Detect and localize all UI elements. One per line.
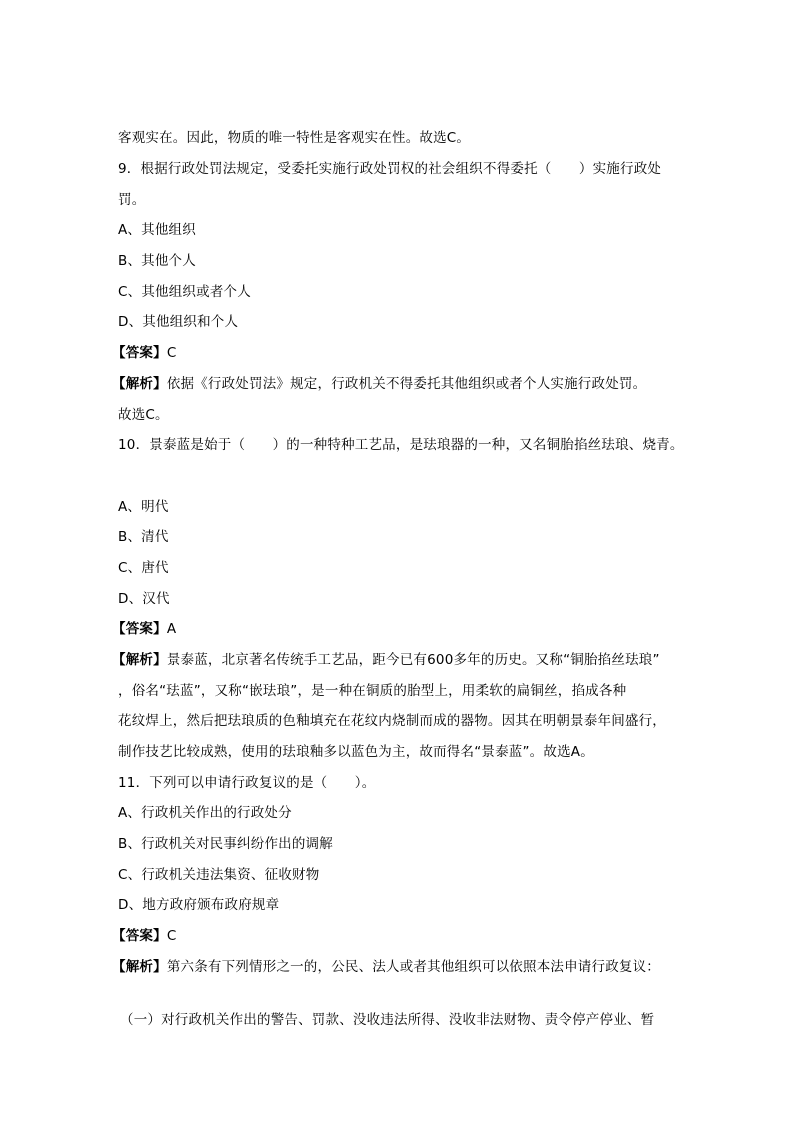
q9-option-a: A、其他组织 — [118, 222, 196, 238]
prev-analysis-continuation: 客观实在。因此，物质的唯一特性是客观实在性。故选C。 — [118, 130, 471, 146]
analysis-text: 依据《行政处罚法》规定，行政机关不得委托其他组织或者个人实施行政处罚。 — [166, 376, 647, 392]
q10-analysis-line4: 制作技艺比较成熟，使用的珐琅釉多以蓝色为主，故而得名“景泰蓝”。故选A。 — [118, 744, 594, 760]
answer-label: 【答案】 — [112, 928, 167, 944]
q9-option-c: C、其他组织或者个人 — [118, 284, 251, 300]
analysis-text: 景泰蓝，北京著名传统手工艺品，距今已有600多年的历史。又称“铜胎掐丝珐琅” — [166, 652, 660, 668]
q9-option-d: D、其他组织和个人 — [118, 314, 239, 330]
q11-analysis-line2: （一）对行政机关作出的警告、罚款、没收违法所得、没收非法财物、责令停产停业、暂 — [120, 1012, 655, 1028]
q9-analysis — [112, 376, 646, 392]
answer-value: C — [166, 928, 177, 944]
q10-option-a: A、明代 — [118, 499, 169, 515]
analysis-label: 【解析】 — [112, 959, 167, 975]
q10-analysis-line3: 花纹焊上，然后把珐琅质的色釉填充在花纹内烧制而成的器物。因其在明朝景泰年间盛行， — [118, 713, 666, 729]
q10-analysis — [112, 652, 660, 668]
q10-answer — [112, 621, 176, 637]
analysis-label: 【解析】 — [112, 376, 167, 392]
q9-question-line1: 9．根据行政处罚法规定，受委托实施行政处罚权的社会组织不得委托（ ）实施行政处 — [118, 161, 662, 177]
q11-option-a: A、行政机关作出的行政处分 — [118, 805, 292, 821]
q11-option-b: B、行政机关对民事纠纷作出的调解 — [118, 836, 333, 852]
q9-question-line2: 罚。 — [118, 192, 146, 208]
q11-analysis — [112, 959, 660, 975]
q9-analysis-line2: 故选C。 — [118, 407, 169, 423]
answer-value: C — [166, 345, 177, 361]
analysis-text: 第六条有下列情形之一的，公民、法人或者其他组织可以依照本法申请行政复议： — [166, 959, 661, 975]
q10-question-line1: 10．景泰蓝是始于（ ）的一种特种工艺品，是珐琅器的一种，又名铜胎掐丝珐琅、烧青。 — [118, 437, 684, 453]
answer-label: 【答案】 — [112, 621, 167, 637]
q9-answer — [112, 345, 176, 361]
q10-analysis-line2: ，俗名“珐蓝”，又称“嵌珐琅”，是一种在铜质的胎型上，用柔软的扁铜丝，掐成各种 — [118, 683, 627, 699]
q11-question-line1: 11．下列可以申请行政复议的是（ ）。 — [118, 775, 376, 791]
q10-option-d: D、汉代 — [118, 591, 170, 607]
q11-answer — [112, 928, 176, 944]
answer-value: A — [166, 621, 177, 637]
q11-option-c: C、行政机关违法集资、征收财物 — [118, 867, 320, 883]
q11-option-d: D、地方政府颁布政府规章 — [118, 897, 280, 913]
answer-label: 【答案】 — [112, 345, 167, 361]
q9-option-b: B、其他个人 — [118, 253, 196, 269]
q10-option-b: B、清代 — [118, 529, 169, 545]
q10-option-c: C、唐代 — [118, 560, 169, 576]
analysis-label: 【解析】 — [112, 652, 167, 668]
